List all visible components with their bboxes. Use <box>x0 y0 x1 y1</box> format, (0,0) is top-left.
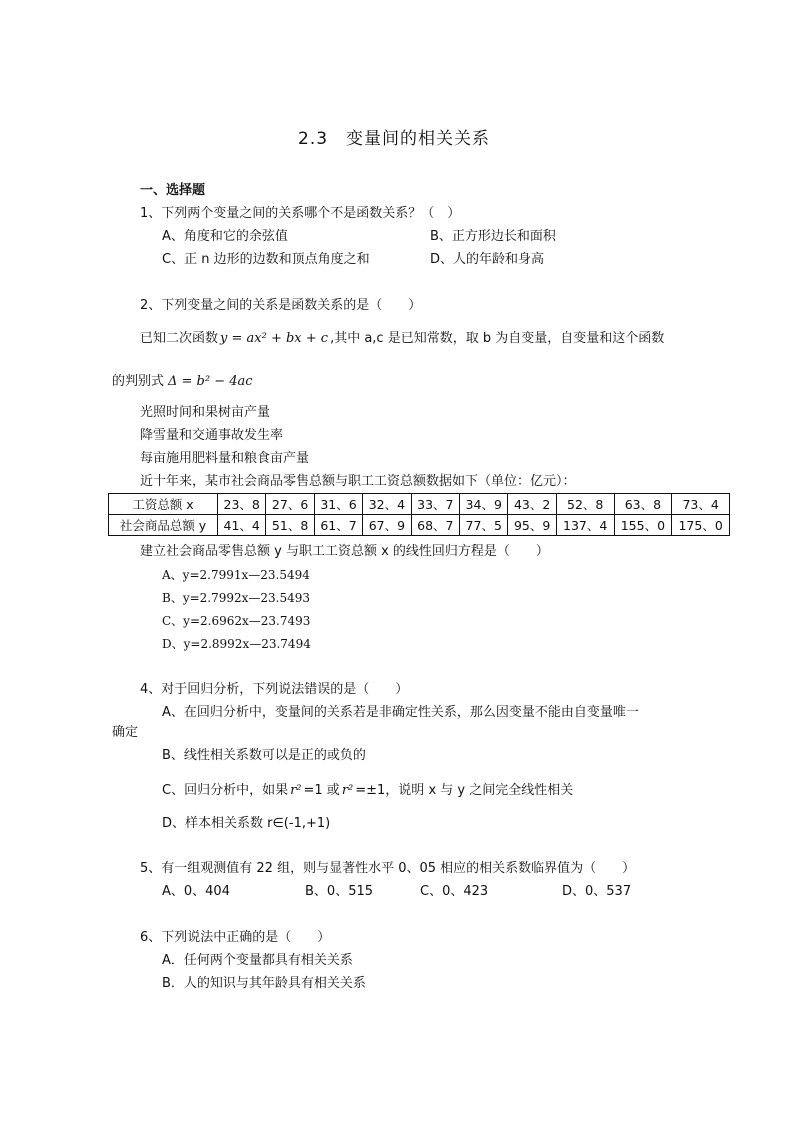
q3-option-a: A、y=2.7991x—23.5494 <box>162 568 310 582</box>
q5-option-a: A、0、404 <box>162 884 230 899</box>
q2-option-3: 降雪量和交通事故发生率 <box>140 428 284 443</box>
table-row-label: 工资总额 x <box>109 494 218 515</box>
q4-option-a: A、在回归分析中，变量间的关系若是非确定性关系，那么因变量不能由自变量唯一 <box>162 705 639 720</box>
q4-option-c-pre: C、回归分析中，如果 <box>162 783 289 798</box>
table-cell: 63、8 <box>614 494 672 515</box>
q6-stem: 6、下列说法中正确的是（ ） <box>140 930 331 945</box>
table-cell: 51、8 <box>266 515 314 536</box>
q1-stem: 1、下列两个变量之间的关系哪个不是函数关系？（ ） <box>140 206 461 221</box>
table-cell: 68、7 <box>411 515 459 536</box>
table-cell: 41、4 <box>218 515 266 536</box>
q2-option-4: 每亩施用肥料量和粮食亩产量 <box>140 451 310 466</box>
q4-option-a-cont: 确定 <box>112 725 139 740</box>
page-title: 2.3 变量间的相关关系 <box>298 129 491 149</box>
q6-option-a: A．任何两个变量都具有相关关系 <box>162 953 353 968</box>
q1-option-d: D、人的年龄和身高 <box>430 252 545 267</box>
table-cell: 34、9 <box>460 494 508 515</box>
table-cell: 155、0 <box>614 515 672 536</box>
q2-option-1 <box>140 330 664 348</box>
table-cell: 73、4 <box>672 494 730 515</box>
q3-option-b: B、y=2.7992x—23.5493 <box>162 591 311 605</box>
table-cell: 95、9 <box>508 515 556 536</box>
q1-option-b: B、正方形边长和面积 <box>430 229 556 244</box>
table-cell: 27、6 <box>266 494 314 515</box>
q4-option-c <box>162 782 573 800</box>
q2-option-1-pre: 已知二次函数 <box>140 331 219 346</box>
table-row-sales <box>109 515 730 536</box>
q6-option-b: B．人的知识与其年龄具有相关关系 <box>162 976 366 991</box>
q1-option-a: A、角度和它的余弦值 <box>162 229 288 244</box>
q2-option-2: 光照时间和果树亩产量 <box>140 405 271 420</box>
q2-discriminant-formula: Δ = b² − 4ac <box>168 374 253 389</box>
table-cell: 175、0 <box>672 515 730 536</box>
q4-option-c-mid: =1 或 <box>303 783 340 798</box>
q5-option-c: C、0、423 <box>420 884 489 899</box>
table-cell: 33、7 <box>411 494 459 515</box>
q4-option-c-post: =±1，说明 x 与 y 之间完全线性相关 <box>355 783 574 798</box>
table-cell: 67、9 <box>363 515 411 536</box>
q4-option-d: D、样本相关系数 r∈(-1,+1) <box>162 816 331 831</box>
q4-option-b: B、线性相关系数可以是正的或负的 <box>162 748 366 763</box>
q1-option-c: C、正 n 边形的边数和顶点角度之和 <box>162 252 370 267</box>
q2-option-1-cont-pre: 的判别式 <box>112 374 165 389</box>
table-cell: 61、7 <box>314 515 362 536</box>
q5-stem: 5、有一组观测值有 22 组，则与显著性水平 0、05 相应的相关系数临界值为（ ） <box>140 861 636 876</box>
q3-option-c: C、y=2.6962x—23.7493 <box>162 614 311 628</box>
q3-stem: 建立社会商品零售总额 y 与职工工资总额 x 的线性回归方程是（ ） <box>140 544 549 559</box>
q5-option-d: D、0、537 <box>562 884 632 899</box>
table-cell: 31、6 <box>314 494 362 515</box>
q4-stem: 4、对于回归分析，下列说法错误的是（ ） <box>140 682 409 697</box>
table-row-wages <box>109 494 730 515</box>
wage-sales-table <box>108 493 730 536</box>
q3-option-d: D、y=2.8992x—23.7494 <box>162 637 311 651</box>
table-row-label: 社会商品总额 y <box>109 515 218 536</box>
q5-option-b: B、0、515 <box>305 884 374 899</box>
q4-r-squared-2: r² <box>341 783 354 798</box>
table-cell: 137、4 <box>556 515 614 536</box>
q2-option-1-cont <box>112 373 253 391</box>
q4-r-squared-1: r² <box>290 783 302 798</box>
q2-quadratic-formula: y = ax² + bx + c <box>220 331 329 346</box>
q2-stem: 2、下列变量之间的关系是函数关系的是（ ） <box>140 298 422 313</box>
q2-option-1-post: ,其中 a,c 是已知常数，取 b 为自变量，自变量和这个函数 <box>330 331 665 346</box>
section-heading: 一、选择题 <box>140 183 206 198</box>
q3-intro: 近十年来，某市社会商品零售总额与职工工资总额数据如下（单位：亿元）： <box>140 474 576 489</box>
table-cell: 43、2 <box>508 494 556 515</box>
table-cell: 52、8 <box>556 494 614 515</box>
table-cell: 23、8 <box>218 494 266 515</box>
table-cell: 77、5 <box>460 515 508 536</box>
table-cell: 32、4 <box>363 494 411 515</box>
